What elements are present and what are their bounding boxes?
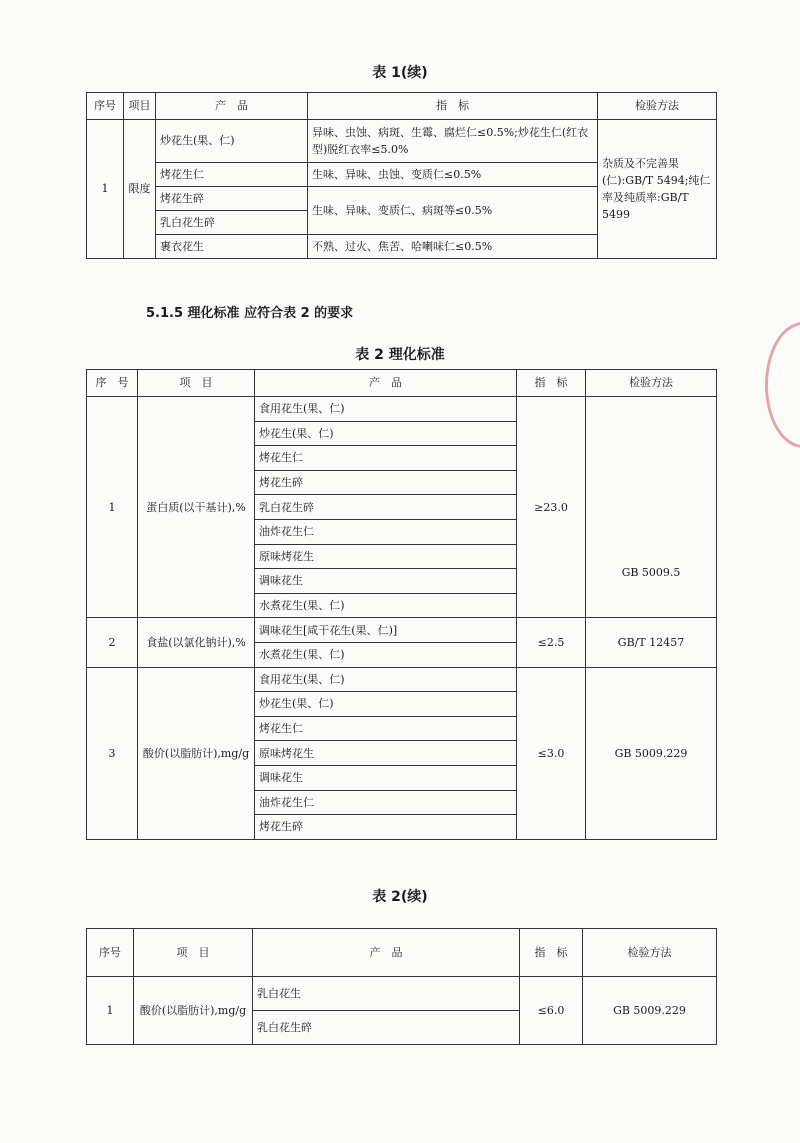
table2-product: 烤花生仁 <box>255 446 517 471</box>
red-seal-stamp <box>765 322 800 448</box>
table3-header-method: 检验方法 <box>583 929 717 977</box>
table1-header-item: 项目 <box>124 93 156 120</box>
table1-product: 炒花生(果、仁) <box>156 120 308 163</box>
table3-title: 表 2(续) <box>372 889 428 905</box>
table3-header-item: 项 目 <box>134 929 253 977</box>
table2-header-row <box>87 370 717 397</box>
table1-header-product: 产 品 <box>156 93 308 120</box>
table2-group3-method: GB 5009.229 <box>586 667 717 839</box>
table2-group3-item: 酸价(以脂肪计),mg/g <box>138 667 255 839</box>
table2-group3-indicator: ≤3.0 <box>517 667 586 839</box>
table2-product: 炒花生(果、仁) <box>255 692 517 717</box>
table2-title: 表 2 理化标准 <box>355 347 445 363</box>
table2-group3-no: 3 <box>87 667 138 839</box>
table3-header-no: 序号 <box>87 929 134 977</box>
table1-indicator: 生味、异味、虫蚀、变质仁≤0.5% <box>308 163 598 187</box>
table2-group2-indicator: ≤2.5 <box>517 618 586 667</box>
table3-method: GB 5009.229 <box>583 977 717 1045</box>
table-row <box>87 977 717 1011</box>
table1-item: 限度 <box>124 120 156 259</box>
table2-header-method: 检验方法 <box>586 370 717 397</box>
table2-product: 乳白花生碎 <box>255 495 517 520</box>
table2-product: 烤花生仁 <box>255 716 517 741</box>
table1-header-row <box>87 93 717 120</box>
table1-method: 杂质及不完善果(仁):GB/T 5494;纯仁率及纯质率:GB/T 5499 <box>598 120 717 259</box>
table1-title: 表 1(续) <box>372 65 428 81</box>
table3-header-row <box>87 929 717 977</box>
table2-group2-method: GB/T 12457 <box>586 618 717 667</box>
table-row <box>87 667 717 692</box>
table-row <box>87 618 717 643</box>
table2-group1-method: GB 5009.5 <box>586 397 717 618</box>
table1-product: 烤花生碎 <box>156 187 308 211</box>
table2-header-product: 产 品 <box>255 370 517 397</box>
table2-group2-item: 食盐(以氯化钠计),% <box>138 618 255 667</box>
table1-header-no: 序号 <box>87 93 124 120</box>
table2-header-item: 项 目 <box>138 370 255 397</box>
table2-product: 食用花生(果、仁) <box>255 667 517 692</box>
section-heading: 5.1.5 理化标准 应符合表 2 的要求 <box>146 306 354 321</box>
table2-product: 油炸花生仁 <box>255 790 517 815</box>
table2-product: 水煮花生(果、仁) <box>255 593 517 618</box>
table3-product: 乳白花生 <box>253 977 520 1011</box>
table3-no: 1 <box>87 977 134 1045</box>
table1 <box>86 92 717 259</box>
table1-product: 烤花生仁 <box>156 163 308 187</box>
table2-group1-indicator: ≥23.0 <box>517 397 586 618</box>
table2-product: 调味花生 <box>255 765 517 790</box>
table2-group1-item: 蛋白质(以干基计),% <box>138 397 255 618</box>
table2-product: 原味烤花生 <box>255 741 517 766</box>
table3 <box>86 928 717 1045</box>
table2-product: 原味烤花生 <box>255 544 517 569</box>
table2-product: 水煮花生(果、仁) <box>255 642 517 667</box>
table2-product: 烤花生碎 <box>255 470 517 495</box>
table3-header-indicator: 指 标 <box>520 929 583 977</box>
table1-product: 乳白花生碎 <box>156 211 308 235</box>
table3-indicator: ≤6.0 <box>520 977 583 1045</box>
table2-product: 调味花生 <box>255 569 517 594</box>
table-row <box>87 397 717 422</box>
table2-product: 调味花生[咸干花生(果、仁)] <box>255 618 517 643</box>
table3-header-product: 产 品 <box>253 929 520 977</box>
table2-group2-no: 2 <box>87 618 138 667</box>
table1-row-no: 1 <box>87 120 124 259</box>
table2-header-no: 序 号 <box>87 370 138 397</box>
table1-indicator: 异味、虫蚀、病斑、生霉、腐烂仁≤0.5%;炒花生仁(红衣型)脱红衣率≤5.0% <box>308 120 598 163</box>
table2-product: 油炸花生仁 <box>255 519 517 544</box>
table1-indicator: 不熟、过火、焦苦、哈喇味仁≤0.5% <box>308 235 598 259</box>
table2-product: 食用花生(果、仁) <box>255 397 517 422</box>
table2-product: 炒花生(果、仁) <box>255 421 517 446</box>
table3-item: 酸价(以脂肪计),mg/g <box>134 977 253 1045</box>
table1-header-method: 检验方法 <box>598 93 717 120</box>
table2-group1-no: 1 <box>87 397 138 618</box>
table1-header-indicator: 指 标 <box>308 93 598 120</box>
table1-product: 裹衣花生 <box>156 235 308 259</box>
table-row <box>87 120 717 163</box>
table2 <box>86 369 717 840</box>
table3-product: 乳白花生碎 <box>253 1011 520 1045</box>
table1-indicator: 生味、异味、变质仁、病斑等≤0.5% <box>308 187 598 235</box>
table2-product: 烤花生碎 <box>255 815 517 840</box>
table2-header-indicator: 指 标 <box>517 370 586 397</box>
